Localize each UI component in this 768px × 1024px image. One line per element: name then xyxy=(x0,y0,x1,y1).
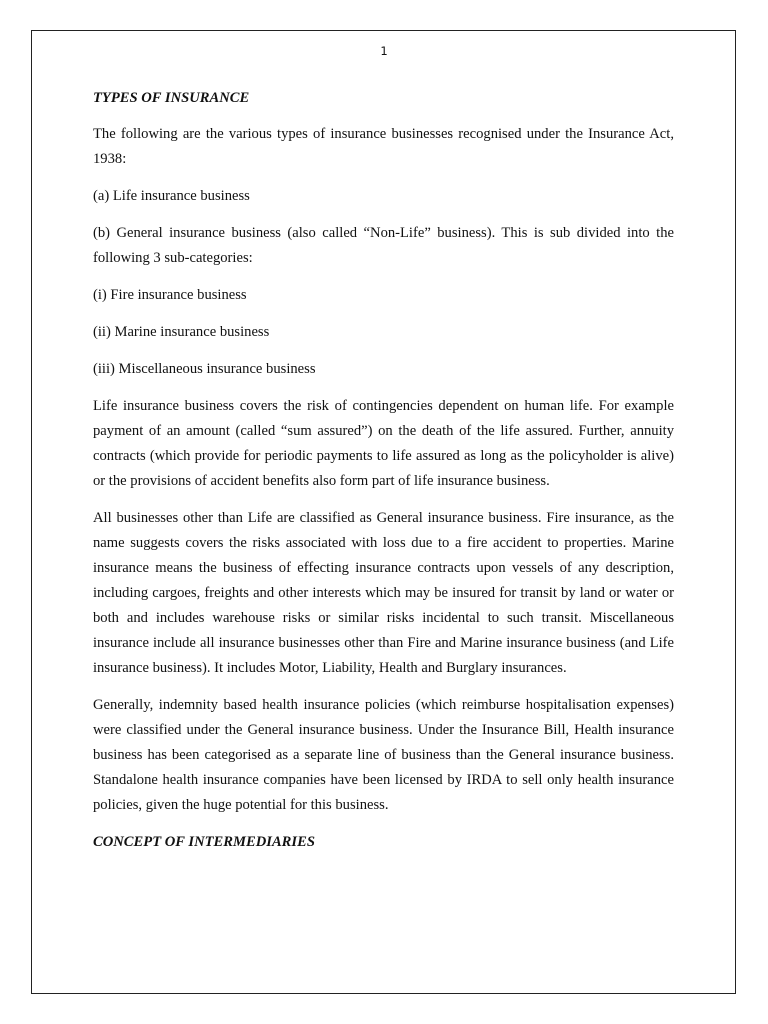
list-item-miscellaneous-insurance: (iii) Miscellaneous insurance business xyxy=(93,361,316,377)
paragraph-life-insurance: Life insurance business covers the risk of contingencies dependent on human life. For example payment of an amount (called “sum assured”) on the death of the life assured. Further, annuity contracts (which provide for periodic payments to life assured as long as the policyholder is alive) or the provisions of accident benefits also form part of life insurance business. xyxy=(93,398,674,489)
intro-paragraph: The following are the various types of insurance businesses recognised under the Insurance Act, 1938: xyxy=(93,126,674,167)
section-heading-types-of-insurance: TYPES OF INSURANCE xyxy=(93,90,250,106)
list-item-general-insurance: (b) General insurance business (also called “Non-Life” business). This is sub divided into the following 3 sub-categories: xyxy=(93,225,674,266)
paragraph-health-insurance: Generally, indemnity based health insurance policies (which reimburse hospitalisation expenses) were classified under the General insurance business. Under the Insurance Bill, Health insurance business has been categorised as a separate line of business than the General insurance business. Standalone health insurance companies have been licensed by IRDA to sell only health insurance policies, given the huge potential for this business. xyxy=(93,697,674,813)
document-body xyxy=(93,86,674,866)
page-number: 1 xyxy=(380,44,388,58)
list-item-marine-insurance: (ii) Marine insurance business xyxy=(93,324,270,340)
paragraph-general-insurance: All businesses other than Life are classified as General insurance business. Fire insurance, as the name suggests covers the risks associated with loss due to a fire accident to properties. Marine insurance means the business of effecting insurance contracts upon vessels of any description, including cargoes, freights and other interests which may be insured for transit by land or water or both and includes warehouse risks or similar risks incidental to such transit. Miscellaneous insurance include all insurance businesses other than Fire and Marine insurance business (and Life insurance business). It includes Motor, Liability, Health and Burglary insurances. xyxy=(93,510,674,676)
list-item-fire-insurance: (i) Fire insurance business xyxy=(93,287,247,303)
section-heading-intermediaries: CONCEPT OF INTERMEDIARIES xyxy=(93,834,315,850)
list-item-life-insurance: (a) Life insurance business xyxy=(93,188,250,204)
